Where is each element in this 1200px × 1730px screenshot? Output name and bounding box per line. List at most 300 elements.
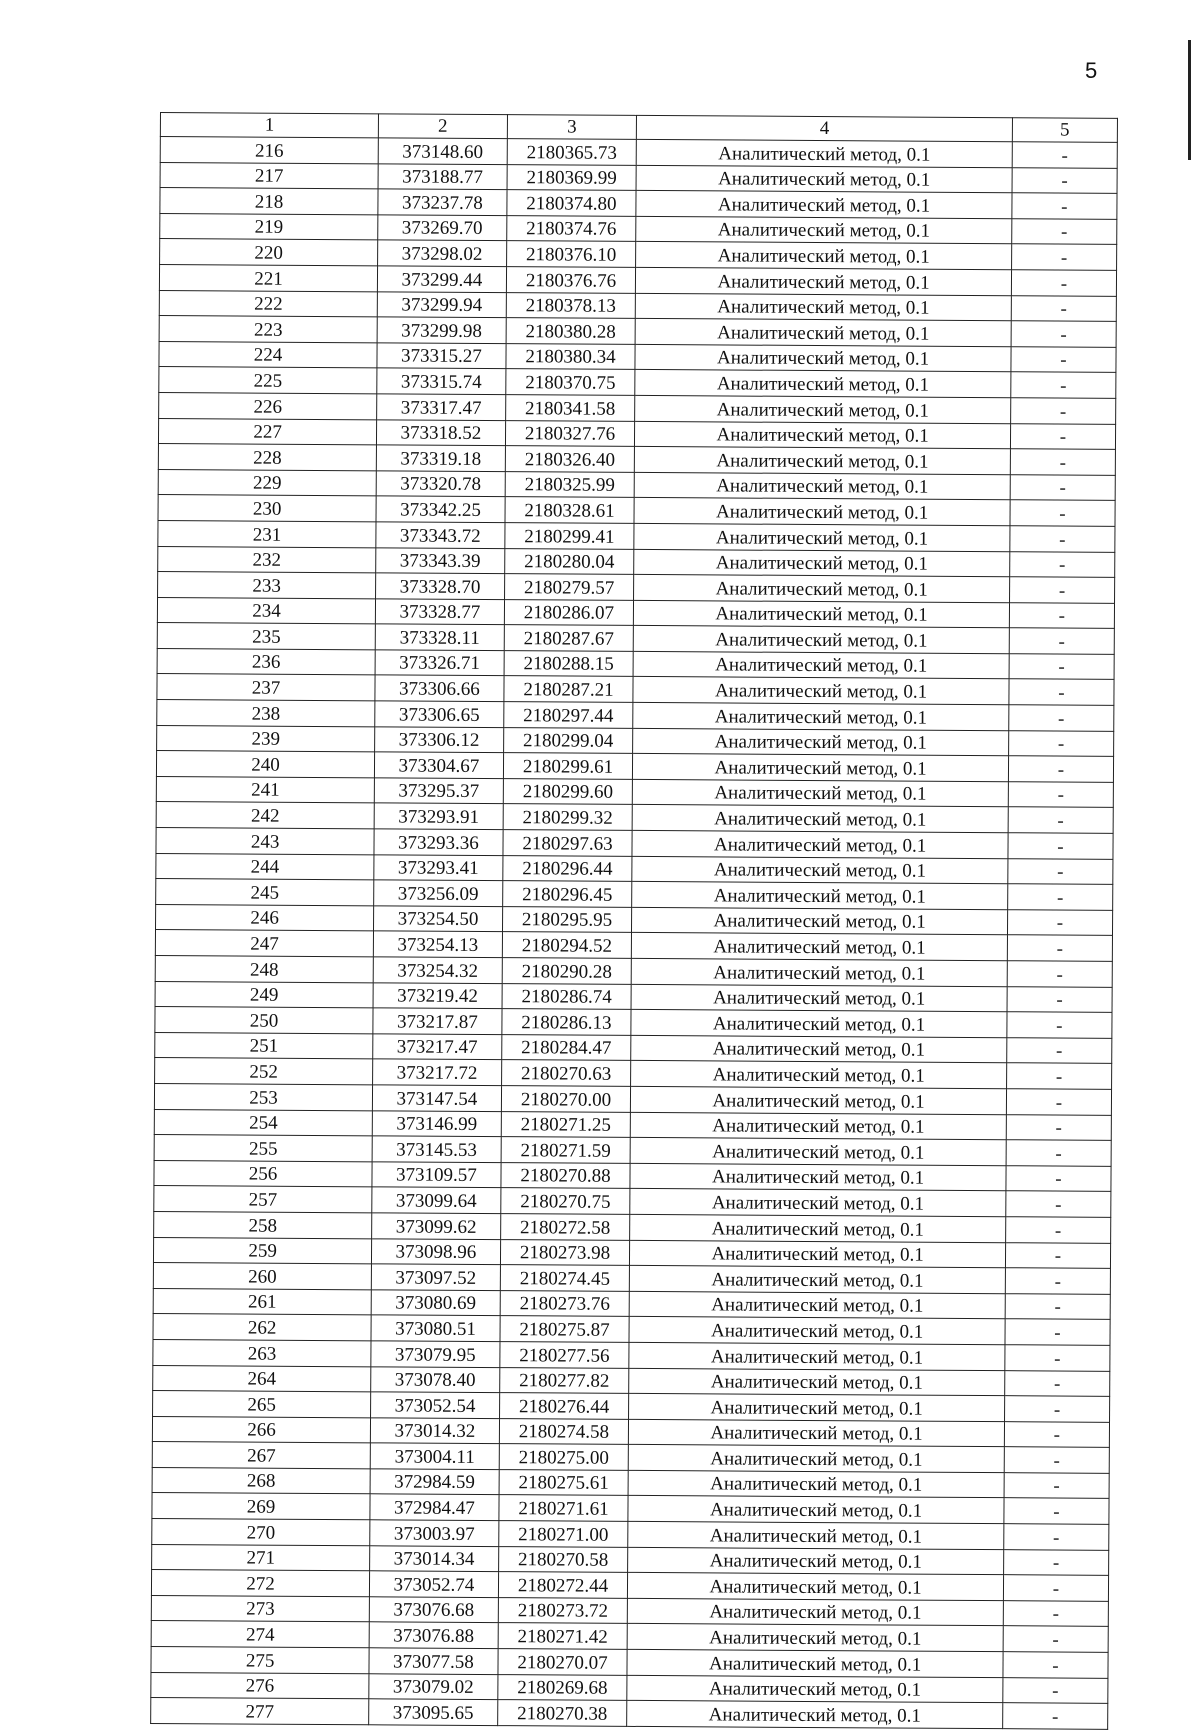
x-coordinate-cell: 373097.52 <box>371 1264 500 1290</box>
method-cell: Аналитический метод, 0.1 <box>632 882 1008 910</box>
x-coordinate-cell: 373343.72 <box>376 522 505 548</box>
method-cell: Аналитический метод, 0.1 <box>629 1445 1005 1473</box>
note-cell: - <box>1006 1089 1111 1115</box>
x-coordinate-cell: 373315.74 <box>377 368 506 394</box>
y-coordinate-cell: 2180376.76 <box>506 267 636 293</box>
y-coordinate-cell: 2180272.58 <box>500 1214 630 1240</box>
point-number-cell: 218 <box>160 188 378 215</box>
x-coordinate-cell: 373320.78 <box>376 471 505 497</box>
x-coordinate-cell: 373343.39 <box>376 547 505 573</box>
note-cell: - <box>1008 807 1113 833</box>
header-cell-5: 5 <box>1012 118 1117 143</box>
method-cell: Аналитический метод, 0.1 <box>632 856 1008 884</box>
method-cell: Аналитический метод, 0.1 <box>633 754 1009 782</box>
x-coordinate-cell: 373076.68 <box>369 1597 498 1623</box>
x-coordinate-cell: 373099.62 <box>372 1213 501 1239</box>
point-number-cell: 275 <box>151 1647 369 1674</box>
y-coordinate-cell: 2180378.13 <box>506 292 636 318</box>
point-number-cell: 237 <box>157 674 375 701</box>
x-coordinate-cell: 373317.47 <box>377 394 506 420</box>
note-cell: - <box>1009 679 1114 705</box>
x-coordinate-cell: 373256.09 <box>374 880 503 906</box>
point-number-cell: 261 <box>153 1288 371 1315</box>
x-coordinate-cell: 373237.78 <box>378 189 507 215</box>
note-cell: - <box>1008 782 1113 808</box>
y-coordinate-cell: 2180270.75 <box>500 1188 630 1214</box>
method-cell: Аналитический метод, 0.1 <box>630 1138 1006 1166</box>
note-cell: - <box>1009 654 1114 680</box>
y-coordinate-cell: 2180273.72 <box>498 1597 628 1623</box>
y-coordinate-cell: 2180365.73 <box>507 139 637 165</box>
x-coordinate-cell: 373254.32 <box>373 957 502 983</box>
x-coordinate-cell: 373293.91 <box>374 803 503 829</box>
method-cell: Аналитический метод, 0.1 <box>635 344 1011 372</box>
method-cell: Аналитический метод, 0.1 <box>632 805 1008 833</box>
y-coordinate-cell: 2180273.98 <box>500 1239 630 1265</box>
y-coordinate-cell: 2180374.80 <box>507 190 637 216</box>
y-coordinate-cell: 2180275.00 <box>499 1444 629 1470</box>
point-number-cell: 266 <box>152 1416 370 1443</box>
method-cell: Аналитический метод, 0.1 <box>631 1035 1007 1063</box>
note-cell: - <box>1009 705 1114 731</box>
note-cell: - <box>1011 372 1116 398</box>
y-coordinate-cell: 2180270.07 <box>498 1649 628 1675</box>
note-cell: - <box>1010 526 1115 552</box>
method-cell: Аналитический метод, 0.1 <box>632 907 1008 935</box>
point-number-cell: 245 <box>156 879 374 906</box>
point-number-cell: 219 <box>160 213 378 240</box>
note-cell: - <box>1010 474 1115 500</box>
note-cell: - <box>1006 1191 1111 1217</box>
note-cell: - <box>1005 1345 1110 1371</box>
y-coordinate-cell: 2180270.38 <box>497 1700 627 1726</box>
header-cell-2: 2 <box>379 114 508 139</box>
x-coordinate-cell: 373319.18 <box>376 445 505 471</box>
y-coordinate-cell: 2180269.68 <box>497 1674 627 1700</box>
method-cell: Аналитический метод, 0.1 <box>631 958 1007 986</box>
y-coordinate-cell: 2180286.74 <box>502 983 632 1009</box>
point-number-cell: 254 <box>154 1109 372 1136</box>
y-coordinate-cell: 2180287.21 <box>504 676 634 702</box>
y-coordinate-cell: 2180271.42 <box>498 1623 628 1649</box>
method-cell: Аналитический метод, 0.1 <box>632 933 1008 961</box>
note-cell: - <box>1007 910 1112 936</box>
x-coordinate-cell: 373014.32 <box>371 1417 500 1443</box>
note-cell: - <box>1007 1037 1112 1063</box>
point-number-cell: 220 <box>160 239 378 266</box>
x-coordinate-cell: 373306.66 <box>375 675 504 701</box>
method-cell: Аналитический метод, 0.1 <box>629 1291 1005 1319</box>
point-number-cell: 262 <box>153 1314 371 1341</box>
y-coordinate-cell: 2180297.63 <box>503 830 633 856</box>
y-coordinate-cell: 2180294.52 <box>502 932 632 958</box>
method-cell: Аналитический метод, 0.1 <box>634 574 1010 602</box>
y-coordinate-cell: 2180270.63 <box>501 1060 631 1086</box>
y-coordinate-cell: 2180299.04 <box>503 727 633 753</box>
x-coordinate-cell: 373217.47 <box>373 1034 502 1060</box>
point-number-cell: 259 <box>153 1237 371 1264</box>
method-cell: Аналитический метод, 0.1 <box>631 984 1007 1012</box>
method-cell: Аналитический метод, 0.1 <box>627 1624 1003 1652</box>
page-number: 5 <box>1085 58 1098 83</box>
x-coordinate-cell: 373306.12 <box>375 726 504 752</box>
note-cell: - <box>1007 986 1112 1012</box>
method-cell: Аналитический метод, 0.1 <box>630 1266 1006 1294</box>
note-cell: - <box>1008 756 1113 782</box>
point-number-cell: 264 <box>153 1365 371 1392</box>
method-cell: Аналитический метод, 0.1 <box>636 216 1012 244</box>
method-cell: Аналитический метод, 0.1 <box>634 472 1010 500</box>
header-cell-1: 1 <box>160 113 378 138</box>
point-number-cell: 231 <box>158 520 376 547</box>
method-cell: Аналитический метод, 0.1 <box>636 242 1012 270</box>
method-cell: Аналитический метод, 0.1 <box>631 1086 1007 1114</box>
x-coordinate-cell: 373254.50 <box>374 906 503 932</box>
x-coordinate-cell: 373079.95 <box>371 1341 500 1367</box>
note-cell: - <box>1008 858 1113 884</box>
method-cell: Аналитический метод, 0.1 <box>628 1496 1004 1524</box>
method-cell: Аналитический метод, 0.1 <box>629 1393 1005 1421</box>
x-coordinate-cell: 373342.25 <box>376 496 505 522</box>
x-coordinate-cell: 373014.34 <box>370 1545 499 1571</box>
note-cell: - <box>1010 449 1115 475</box>
x-coordinate-cell: 373145.53 <box>372 1136 501 1162</box>
x-coordinate-cell: 373328.70 <box>376 573 505 599</box>
x-coordinate-cell: 373098.96 <box>372 1238 501 1264</box>
scan-edge-mark <box>1188 40 1191 160</box>
method-cell: Аналитический метод, 0.1 <box>628 1470 1004 1498</box>
note-cell: - <box>1005 1242 1110 1268</box>
method-cell: Аналитический метод, 0.1 <box>631 1112 1007 1140</box>
method-cell: Аналитический метод, 0.1 <box>629 1317 1005 1345</box>
note-cell: - <box>1008 833 1113 859</box>
note-cell: - <box>1006 1165 1111 1191</box>
point-number-cell: 229 <box>158 469 376 496</box>
method-cell: Аналитический метод, 0.1 <box>636 139 1012 167</box>
note-cell: - <box>1006 1140 1111 1166</box>
y-coordinate-cell: 2180286.13 <box>502 1009 632 1035</box>
method-cell: Аналитический метод, 0.1 <box>636 293 1012 321</box>
note-cell: - <box>1011 270 1116 296</box>
method-cell: Аналитический метод, 0.1 <box>634 549 1010 577</box>
method-cell: Аналитический метод, 0.1 <box>633 651 1009 679</box>
note-cell: - <box>1012 167 1117 193</box>
method-cell: Аналитический метод, 0.1 <box>629 1342 1005 1370</box>
x-coordinate-cell: 373095.65 <box>369 1699 498 1725</box>
point-number-cell: 269 <box>152 1493 370 1520</box>
method-cell: Аналитический метод, 0.1 <box>628 1521 1004 1549</box>
method-cell: Аналитический метод, 0.1 <box>630 1163 1006 1191</box>
note-cell: - <box>1006 1114 1111 1140</box>
y-coordinate-cell: 2180326.40 <box>505 446 635 472</box>
y-coordinate-cell: 2180287.67 <box>504 625 634 651</box>
note-cell: - <box>1004 1447 1109 1473</box>
y-coordinate-cell: 2180271.00 <box>498 1521 628 1547</box>
method-cell: Аналитический метод, 0.1 <box>633 702 1009 730</box>
note-cell: - <box>1003 1549 1108 1575</box>
point-number-cell: 227 <box>158 418 376 445</box>
y-coordinate-cell: 2180274.58 <box>499 1418 629 1444</box>
note-cell: - <box>1003 1575 1108 1601</box>
point-number-cell: 265 <box>153 1391 371 1418</box>
y-coordinate-cell: 2180325.99 <box>505 471 635 497</box>
y-coordinate-cell: 2180274.45 <box>500 1265 630 1291</box>
point-number-cell: 221 <box>159 264 377 291</box>
y-coordinate-cell: 2180376.10 <box>506 241 636 267</box>
point-number-cell: 223 <box>159 316 377 343</box>
point-number-cell: 217 <box>160 162 378 189</box>
method-cell: Аналитический метод, 0.1 <box>628 1547 1004 1575</box>
y-coordinate-cell: 2180374.76 <box>506 215 636 241</box>
y-coordinate-cell: 2180290.28 <box>502 958 632 984</box>
x-coordinate-cell: 373328.77 <box>376 599 505 625</box>
y-coordinate-cell: 2180328.61 <box>505 497 635 523</box>
method-cell: Аналитический метод, 0.1 <box>627 1675 1003 1703</box>
note-cell: - <box>1011 398 1116 424</box>
note-cell: - <box>1012 218 1117 244</box>
method-cell: Аналитический метод, 0.1 <box>635 395 1011 423</box>
method-cell: Аналитический метод, 0.1 <box>634 523 1010 551</box>
point-number-cell: 232 <box>158 546 376 573</box>
x-coordinate-cell: 372984.47 <box>370 1494 499 1520</box>
point-number-cell: 242 <box>156 802 374 829</box>
method-cell: Аналитический метод, 0.1 <box>635 370 1011 398</box>
method-cell: Аналитический метод, 0.1 <box>629 1368 1005 1396</box>
table-body <box>151 113 1118 1730</box>
note-cell: - <box>1009 602 1114 628</box>
y-coordinate-cell: 2180286.07 <box>504 599 634 625</box>
x-coordinate-cell: 373147.54 <box>373 1085 502 1111</box>
x-coordinate-cell: 373293.36 <box>374 829 503 855</box>
header-cell-4: 4 <box>637 115 1013 141</box>
point-number-cell: 239 <box>157 725 375 752</box>
method-cell: Аналитический метод, 0.1 <box>631 1061 1007 1089</box>
x-coordinate-cell: 373079.02 <box>369 1673 498 1699</box>
y-coordinate-cell: 2180271.61 <box>499 1495 629 1521</box>
method-cell: Аналитический метод, 0.1 <box>633 779 1009 807</box>
y-coordinate-cell: 2180297.44 <box>503 702 633 728</box>
y-coordinate-cell: 2180295.95 <box>502 906 632 932</box>
method-cell: Аналитический метод, 0.1 <box>634 626 1010 654</box>
x-coordinate-cell: 373109.57 <box>372 1162 501 1188</box>
note-cell: - <box>1010 423 1115 449</box>
point-number-cell: 252 <box>155 1058 373 1085</box>
note-cell: - <box>1007 1012 1112 1038</box>
point-number-cell: 236 <box>157 648 375 675</box>
point-number-cell: 253 <box>154 1083 372 1110</box>
y-coordinate-cell: 2180271.25 <box>501 1111 631 1137</box>
note-cell: - <box>1012 142 1117 168</box>
y-coordinate-cell: 2180272.44 <box>498 1572 628 1598</box>
note-cell: - <box>1009 628 1114 654</box>
note-cell: - <box>1004 1473 1109 1499</box>
method-cell: Аналитический метод, 0.1 <box>630 1189 1006 1217</box>
point-number-cell: 228 <box>158 444 376 471</box>
note-cell: - <box>1008 730 1113 756</box>
method-cell: Аналитический метод, 0.1 <box>630 1240 1006 1268</box>
note-cell: - <box>1004 1421 1109 1447</box>
method-cell: Аналитический метод, 0.1 <box>628 1573 1004 1601</box>
note-cell: - <box>1011 321 1116 347</box>
y-coordinate-cell: 2180296.45 <box>502 881 632 907</box>
note-cell: - <box>1012 193 1117 219</box>
y-coordinate-cell: 2180275.87 <box>500 1316 630 1342</box>
x-coordinate-cell: 373299.94 <box>377 291 506 317</box>
y-coordinate-cell: 2180270.00 <box>501 1086 631 1112</box>
point-number-cell: 271 <box>152 1544 370 1571</box>
method-cell: Аналитический метод, 0.1 <box>634 498 1010 526</box>
x-coordinate-cell: 373052.74 <box>370 1571 499 1597</box>
header-cell-3: 3 <box>507 115 637 140</box>
point-number-cell: 260 <box>153 1263 371 1290</box>
y-coordinate-cell: 2180327.76 <box>505 420 635 446</box>
x-coordinate-cell: 373328.11 <box>375 624 504 650</box>
note-cell: - <box>1007 961 1112 987</box>
x-coordinate-cell: 373148.60 <box>378 138 507 164</box>
y-coordinate-cell: 2180380.28 <box>506 318 636 344</box>
x-coordinate-cell: 373076.88 <box>369 1622 498 1648</box>
y-coordinate-cell: 2180296.44 <box>502 855 632 881</box>
x-coordinate-cell: 373326.71 <box>375 650 504 676</box>
y-coordinate-cell: 2180273.76 <box>500 1290 630 1316</box>
point-number-cell: 248 <box>155 955 373 982</box>
x-coordinate-cell: 373298.02 <box>378 240 507 266</box>
y-coordinate-cell: 2180276.44 <box>499 1393 629 1419</box>
point-number-cell: 257 <box>154 1186 372 1213</box>
method-cell: Аналитический метод, 0.1 <box>627 1701 1003 1729</box>
point-number-cell: 273 <box>151 1595 369 1622</box>
x-coordinate-cell: 373099.64 <box>372 1187 501 1213</box>
method-cell: Аналитический метод, 0.1 <box>634 600 1010 628</box>
point-number-cell: 268 <box>152 1467 370 1494</box>
x-coordinate-cell: 373219.42 <box>373 982 502 1008</box>
y-coordinate-cell: 2180299.41 <box>505 523 635 549</box>
x-coordinate-cell: 373315.27 <box>377 343 506 369</box>
x-coordinate-cell: 373306.65 <box>375 701 504 727</box>
point-number-cell: 225 <box>159 367 377 394</box>
point-number-cell: 243 <box>156 828 374 855</box>
y-coordinate-cell: 2180370.75 <box>505 369 635 395</box>
point-number-cell: 233 <box>158 572 376 599</box>
note-cell: - <box>1003 1703 1108 1729</box>
note-cell: - <box>1009 577 1114 603</box>
method-cell: Аналитический метод, 0.1 <box>627 1649 1003 1677</box>
point-number-cell: 224 <box>159 341 377 368</box>
x-coordinate-cell: 373217.72 <box>373 1059 502 1085</box>
y-coordinate-cell: 2180271.59 <box>501 1137 631 1163</box>
table-row <box>151 1698 1108 1729</box>
point-number-cell: 267 <box>152 1442 370 1469</box>
x-coordinate-cell: 373052.54 <box>371 1392 500 1418</box>
y-coordinate-cell: 2180369.99 <box>507 164 637 190</box>
point-number-cell: 258 <box>154 1211 372 1238</box>
x-coordinate-cell: 373003.97 <box>370 1520 499 1546</box>
point-number-cell: 276 <box>151 1672 369 1699</box>
point-number-cell: 230 <box>158 495 376 522</box>
note-cell: - <box>1003 1652 1108 1678</box>
point-number-cell: 250 <box>155 1007 373 1034</box>
note-cell: - <box>1011 244 1116 270</box>
point-number-cell: 216 <box>160 137 378 164</box>
y-coordinate-cell: 2180280.04 <box>504 548 634 574</box>
note-cell: - <box>1008 884 1113 910</box>
note-cell: - <box>1007 935 1112 961</box>
y-coordinate-cell: 2180277.56 <box>500 1342 630 1368</box>
method-cell: Аналитический метод, 0.1 <box>636 165 1012 193</box>
point-number-cell: 238 <box>157 700 375 727</box>
x-coordinate-cell: 373254.13 <box>373 931 502 957</box>
x-coordinate-cell: 373077.58 <box>369 1648 498 1674</box>
x-coordinate-cell: 373269.70 <box>378 215 507 241</box>
note-cell: - <box>1005 1370 1110 1396</box>
point-number-cell: 240 <box>156 751 374 778</box>
x-coordinate-cell: 373080.69 <box>371 1290 500 1316</box>
method-cell: Аналитический метод, 0.1 <box>628 1598 1004 1626</box>
note-cell: - <box>1005 1268 1110 1294</box>
point-number-cell: 235 <box>157 623 375 650</box>
y-coordinate-cell: 2180270.58 <box>498 1546 628 1572</box>
method-cell: Аналитический метод, 0.1 <box>636 267 1012 295</box>
method-cell: Аналитический метод, 0.1 <box>632 830 1008 858</box>
method-cell: Аналитический метод, 0.1 <box>635 319 1011 347</box>
x-coordinate-cell: 373299.44 <box>378 266 507 292</box>
method-cell: Аналитический метод, 0.1 <box>633 728 1009 756</box>
method-cell: Аналитический метод, 0.1 <box>635 421 1011 449</box>
x-coordinate-cell: 373217.87 <box>373 1008 502 1034</box>
x-coordinate-cell: 373299.98 <box>377 317 506 343</box>
x-coordinate-cell: 373078.40 <box>371 1366 500 1392</box>
x-coordinate-cell: 373004.11 <box>370 1443 499 1469</box>
point-number-cell: 251 <box>155 1032 373 1059</box>
y-coordinate-cell: 2180275.61 <box>499 1469 629 1495</box>
coordinates-table <box>150 112 1118 1730</box>
note-cell: - <box>1003 1677 1108 1703</box>
y-coordinate-cell: 2180299.60 <box>503 778 633 804</box>
point-number-cell: 246 <box>156 904 374 931</box>
method-cell: Аналитический метод, 0.1 <box>636 191 1012 219</box>
point-number-cell: 263 <box>153 1339 371 1366</box>
x-coordinate-cell: 373295.37 <box>374 778 503 804</box>
method-cell: Аналитический метод, 0.1 <box>630 1214 1006 1242</box>
y-coordinate-cell: 2180299.32 <box>503 804 633 830</box>
y-coordinate-cell: 2180288.15 <box>504 650 634 676</box>
point-number-cell: 247 <box>155 930 373 957</box>
point-number-cell: 234 <box>157 597 375 624</box>
note-cell: - <box>1004 1524 1109 1550</box>
note-cell: - <box>1003 1601 1108 1627</box>
x-coordinate-cell: 373318.52 <box>377 419 506 445</box>
x-coordinate-cell: 373188.77 <box>378 163 507 189</box>
y-coordinate-cell: 2180284.47 <box>501 1034 631 1060</box>
point-number-cell: 249 <box>155 981 373 1008</box>
point-number-cell: 256 <box>154 1160 372 1187</box>
x-coordinate-cell: 373304.67 <box>375 752 504 778</box>
y-coordinate-cell: 2180341.58 <box>505 395 635 421</box>
note-cell: - <box>1010 500 1115 526</box>
note-cell: - <box>1003 1626 1108 1652</box>
point-number-cell: 270 <box>152 1519 370 1546</box>
point-number-cell: 241 <box>156 776 374 803</box>
method-cell: Аналитический метод, 0.1 <box>635 447 1011 475</box>
y-coordinate-cell: 2180277.82 <box>499 1367 629 1393</box>
note-cell: - <box>1011 346 1116 372</box>
note-cell: - <box>1006 1217 1111 1243</box>
point-number-cell: 274 <box>151 1621 369 1648</box>
note-cell: - <box>1005 1319 1110 1345</box>
point-number-cell: 277 <box>151 1698 369 1725</box>
note-cell: - <box>1004 1396 1109 1422</box>
x-coordinate-cell: 373080.51 <box>371 1315 500 1341</box>
